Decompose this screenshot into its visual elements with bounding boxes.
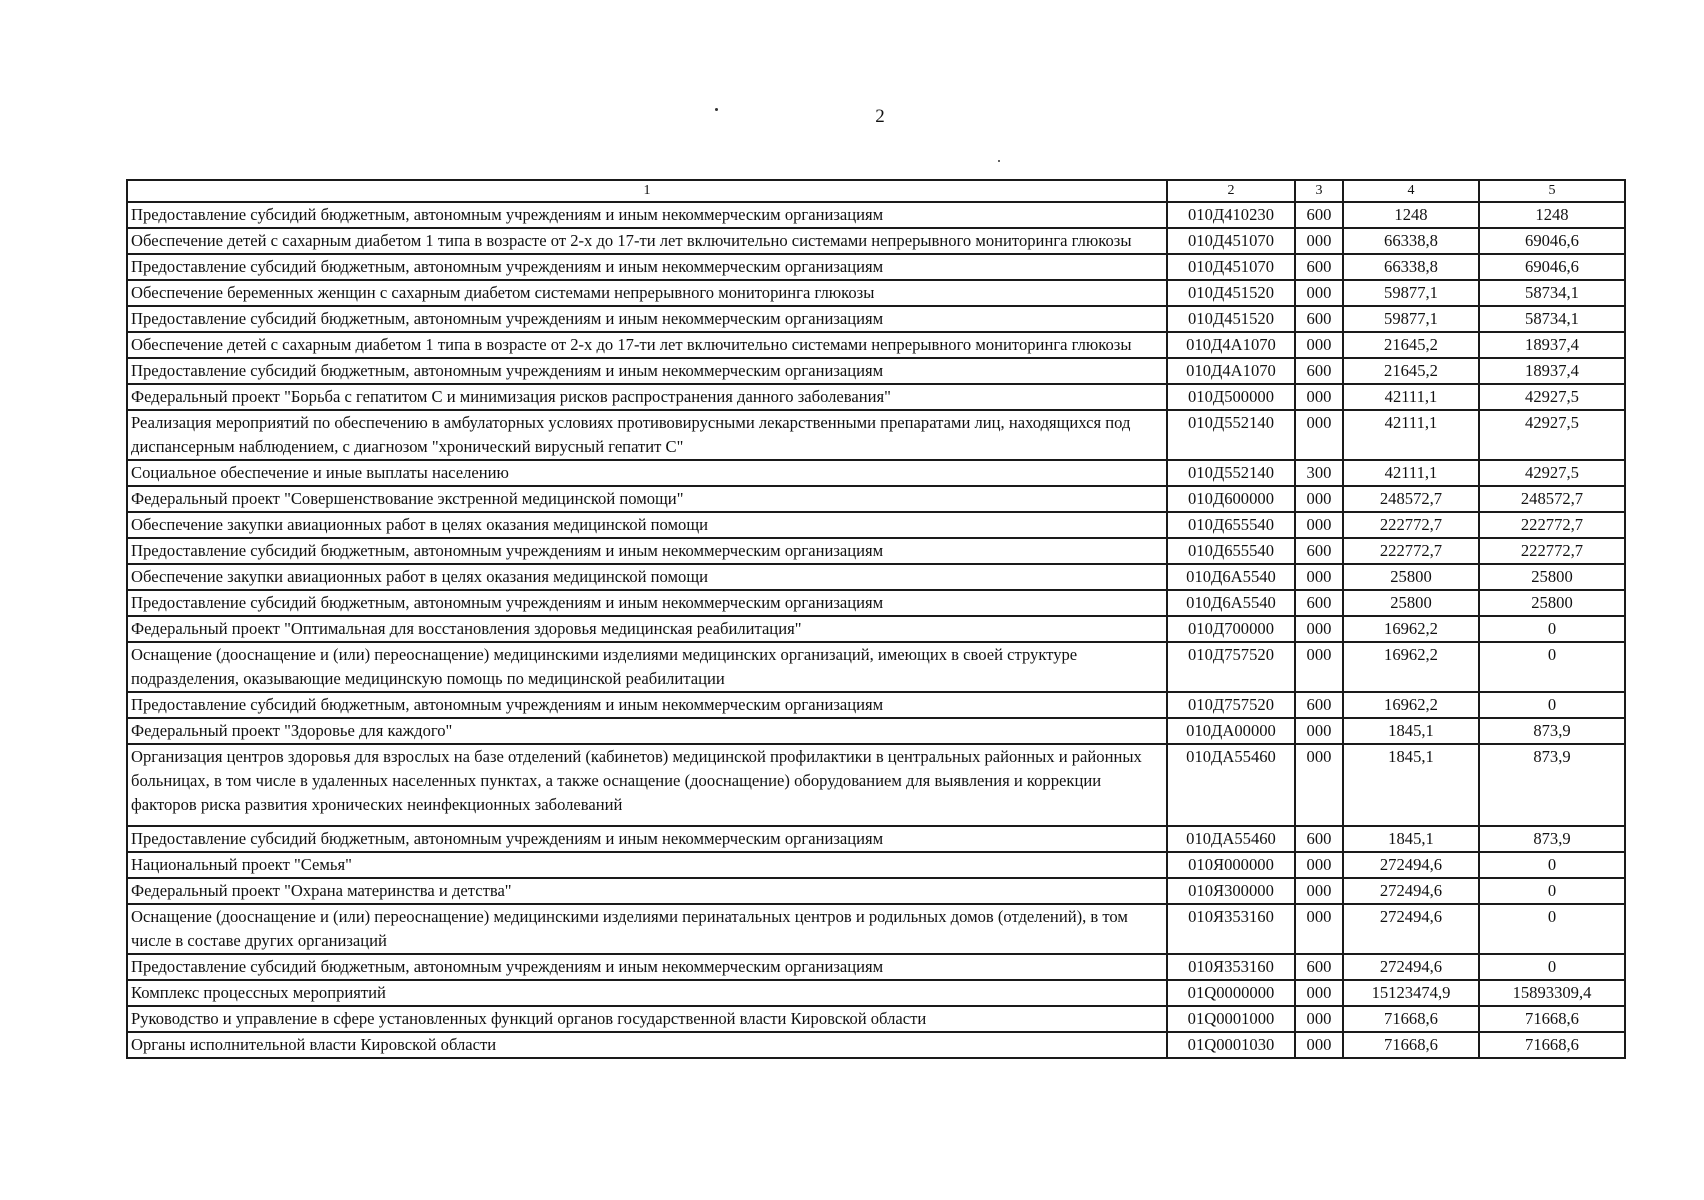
table-row (127, 460, 1625, 486)
row-amount-column-5: 25800 (1479, 564, 1625, 590)
row-description: Федеральный проект "Охрана материнства и детства" (127, 878, 1167, 904)
column-number-5: 5 (1479, 180, 1625, 202)
table-row (127, 512, 1625, 538)
row-description: Предоставление субсидий бюджетным, автономным учреждениям и иным некоммерческим организациям (127, 202, 1167, 228)
row-description: Предоставление субсидий бюджетным, автономным учреждениям и иным некоммерческим организациям (127, 590, 1167, 616)
row-description: Предоставление субсидий бюджетным, автономным учреждениям и иным некоммерческим организациям (127, 954, 1167, 980)
row-amount-column-4: 71668,6 (1343, 1032, 1479, 1058)
row-amount-column-5: 248572,7 (1479, 486, 1625, 512)
row-amount-column-5: 222772,7 (1479, 538, 1625, 564)
row-amount-column-5: 69046,6 (1479, 254, 1625, 280)
row-amount-column-5: 222772,7 (1479, 512, 1625, 538)
row-amount-column-4: 16962,2 (1343, 642, 1479, 692)
row-classification-code: 010ДА00000 (1167, 718, 1295, 744)
row-description: Социальное обеспечение и иные выплаты населению (127, 460, 1167, 486)
table-row (127, 202, 1625, 228)
table-row (127, 954, 1625, 980)
row-amount-column-5: 42927,5 (1479, 384, 1625, 410)
row-expense-type: 000 (1295, 384, 1343, 410)
row-classification-code: 010Д6А5540 (1167, 564, 1295, 590)
row-amount-column-4: 272494,6 (1343, 852, 1479, 878)
table-row (127, 692, 1625, 718)
column-number-4: 4 (1343, 180, 1479, 202)
row-amount-column-5: 0 (1479, 642, 1625, 692)
row-amount-column-4: 66338,8 (1343, 254, 1479, 280)
row-amount-column-5: 58734,1 (1479, 306, 1625, 332)
row-description: Федеральный проект "Совершенствование экстренной медицинской помощи" (127, 486, 1167, 512)
row-amount-column-4: 1845,1 (1343, 744, 1479, 826)
row-amount-column-5: 0 (1479, 954, 1625, 980)
row-expense-type: 300 (1295, 460, 1343, 486)
table-row (127, 1032, 1625, 1058)
row-amount-column-4: 1248 (1343, 202, 1479, 228)
row-classification-code: 010Д757520 (1167, 642, 1295, 692)
row-amount-column-4: 15123474,9 (1343, 980, 1479, 1006)
row-expense-type: 600 (1295, 306, 1343, 332)
row-expense-type: 000 (1295, 878, 1343, 904)
row-classification-code: 010Д552140 (1167, 460, 1295, 486)
row-amount-column-4: 272494,6 (1343, 954, 1479, 980)
row-expense-type: 000 (1295, 512, 1343, 538)
row-description: Предоставление субсидий бюджетным, автономным учреждениям и иным некоммерческим организациям (127, 826, 1167, 852)
row-expense-type: 000 (1295, 410, 1343, 460)
table-row (127, 410, 1625, 460)
row-expense-type: 000 (1295, 980, 1343, 1006)
row-amount-column-4: 1845,1 (1343, 826, 1479, 852)
row-expense-type: 600 (1295, 202, 1343, 228)
table-row (127, 486, 1625, 512)
row-classification-code: 01Q0001000 (1167, 1006, 1295, 1032)
row-classification-code: 010Д4А1070 (1167, 358, 1295, 384)
row-expense-type: 000 (1295, 852, 1343, 878)
row-amount-column-4: 272494,6 (1343, 904, 1479, 954)
row-classification-code: 010Д451070 (1167, 228, 1295, 254)
row-amount-column-5: 0 (1479, 616, 1625, 642)
row-amount-column-5: 71668,6 (1479, 1032, 1625, 1058)
row-description: Предоставление субсидий бюджетным, автономным учреждениям и иным некоммерческим организациям (127, 254, 1167, 280)
row-expense-type: 000 (1295, 904, 1343, 954)
row-description: Предоставление субсидий бюджетным, автономным учреждениям и иным некоммерческим организациям (127, 306, 1167, 332)
row-classification-code: 010Д451520 (1167, 306, 1295, 332)
row-amount-column-4: 248572,7 (1343, 486, 1479, 512)
row-amount-column-4: 16962,2 (1343, 692, 1479, 718)
row-description: Обеспечение закупки авиационных работ в целях оказания медицинской помощи (127, 564, 1167, 590)
row-amount-column-5: 69046,6 (1479, 228, 1625, 254)
row-amount-column-5: 873,9 (1479, 744, 1625, 826)
row-description: Федеральный проект "Здоровье для каждого" (127, 718, 1167, 744)
row-expense-type: 000 (1295, 564, 1343, 590)
table-row (127, 718, 1625, 744)
row-amount-column-5: 71668,6 (1479, 1006, 1625, 1032)
table-row (127, 538, 1625, 564)
row-amount-column-4: 59877,1 (1343, 306, 1479, 332)
row-amount-column-4: 25800 (1343, 590, 1479, 616)
row-amount-column-4: 42111,1 (1343, 384, 1479, 410)
row-amount-column-5: 58734,1 (1479, 280, 1625, 306)
table-row (127, 564, 1625, 590)
row-amount-column-4: 222772,7 (1343, 512, 1479, 538)
row-amount-column-4: 42111,1 (1343, 460, 1479, 486)
row-description: Органы исполнительной власти Кировской области (127, 1032, 1167, 1058)
row-amount-column-5: 1248 (1479, 202, 1625, 228)
row-expense-type: 600 (1295, 538, 1343, 564)
row-amount-column-5: 0 (1479, 692, 1625, 718)
row-description: Национальный проект "Семья" (127, 852, 1167, 878)
row-classification-code: 010Д451520 (1167, 280, 1295, 306)
row-description: Организация центров здоровья для взрослых на базе отделений (кабинетов) медицинской профилактики в центральных районных и районных больницах, в том числе в удаленных населенных пунктах, а также оснащение (дооснащение) оборудованием для выявления и коррекции факторов риска развития хронических неинфекционных заболеваний (127, 744, 1167, 826)
row-amount-column-4: 42111,1 (1343, 410, 1479, 460)
row-amount-column-4: 71668,6 (1343, 1006, 1479, 1032)
table-header-row (127, 180, 1625, 202)
row-expense-type: 600 (1295, 954, 1343, 980)
row-expense-type: 000 (1295, 616, 1343, 642)
column-number-3: 3 (1295, 180, 1343, 202)
row-amount-column-4: 66338,8 (1343, 228, 1479, 254)
row-description: Оснащение (дооснащение и (или) переоснащение) медицинскими изделиями медицинских организаций, имеющих в своей структуре подразделения, оказывающие медицинскую помощь по медицинской реабилитации (127, 642, 1167, 692)
row-amount-column-5: 0 (1479, 852, 1625, 878)
scan-speck (998, 160, 1000, 162)
row-expense-type: 000 (1295, 718, 1343, 744)
column-number-1: 1 (127, 180, 1167, 202)
row-classification-code: 010Д600000 (1167, 486, 1295, 512)
table-row (127, 642, 1625, 692)
row-amount-column-5: 42927,5 (1479, 460, 1625, 486)
page-number: 2 (875, 106, 885, 127)
row-amount-column-5: 25800 (1479, 590, 1625, 616)
row-description: Обеспечение закупки авиационных работ в целях оказания медицинской помощи (127, 512, 1167, 538)
row-expense-type: 000 (1295, 280, 1343, 306)
table-row (127, 332, 1625, 358)
row-description: Предоставление субсидий бюджетным, автономным учреждениям и иным некоммерческим организациям (127, 692, 1167, 718)
row-amount-column-5: 0 (1479, 904, 1625, 954)
row-expense-type: 600 (1295, 590, 1343, 616)
row-description: Обеспечение детей с сахарным диабетом 1 типа в возрасте от 2-х до 17-ти лет включительно системами непрерывного мониторинга глюкозы (127, 332, 1167, 358)
budget-table-body (127, 180, 1625, 1058)
row-classification-code: 010Д757520 (1167, 692, 1295, 718)
table-row (127, 358, 1625, 384)
row-description: Федеральный проект "Оптимальная для восстановления здоровья медицинская реабилитация" (127, 616, 1167, 642)
row-classification-code: 010Д655540 (1167, 538, 1295, 564)
row-classification-code: 010Я000000 (1167, 852, 1295, 878)
row-classification-code: 010Д451070 (1167, 254, 1295, 280)
row-amount-column-5: 18937,4 (1479, 332, 1625, 358)
row-expense-type: 000 (1295, 1032, 1343, 1058)
row-description: Оснащение (дооснащение и (или) переоснащение) медицинскими изделиями перинатальных центров и родильных домов (отделений), в том числе в составе других организаций (127, 904, 1167, 954)
row-classification-code: 010Д552140 (1167, 410, 1295, 460)
row-expense-type: 000 (1295, 642, 1343, 692)
table-row (127, 1006, 1625, 1032)
row-expense-type: 600 (1295, 254, 1343, 280)
row-classification-code: 010Я353160 (1167, 904, 1295, 954)
row-classification-code: 010Д700000 (1167, 616, 1295, 642)
row-description: Руководство и управление в сфере установленных функций органов государственной власти Кировской области (127, 1006, 1167, 1032)
table-row (127, 254, 1625, 280)
row-description: Комплекс процессных мероприятий (127, 980, 1167, 1006)
row-amount-column-4: 21645,2 (1343, 358, 1479, 384)
row-classification-code: 010Д6А5540 (1167, 590, 1295, 616)
row-expense-type: 000 (1295, 1006, 1343, 1032)
row-amount-column-5: 18937,4 (1479, 358, 1625, 384)
row-amount-column-5: 0 (1479, 878, 1625, 904)
table-row (127, 904, 1625, 954)
row-amount-column-4: 59877,1 (1343, 280, 1479, 306)
row-amount-column-4: 25800 (1343, 564, 1479, 590)
row-classification-code: 010ДА55460 (1167, 744, 1295, 826)
table-row (127, 980, 1625, 1006)
row-classification-code: 010Я300000 (1167, 878, 1295, 904)
row-expense-type: 000 (1295, 486, 1343, 512)
row-description: Предоставление субсидий бюджетным, автономным учреждениям и иным некоммерческим организациям (127, 358, 1167, 384)
row-classification-code: 010Д500000 (1167, 384, 1295, 410)
row-classification-code: 01Q0000000 (1167, 980, 1295, 1006)
row-amount-column-4: 16962,2 (1343, 616, 1479, 642)
row-expense-type: 000 (1295, 228, 1343, 254)
row-amount-column-4: 1845,1 (1343, 718, 1479, 744)
table-row (127, 878, 1625, 904)
table-row (127, 306, 1625, 332)
scan-speck (715, 108, 718, 111)
row-expense-type: 000 (1295, 332, 1343, 358)
row-amount-column-4: 222772,7 (1343, 538, 1479, 564)
table-row (127, 852, 1625, 878)
row-amount-column-5: 873,9 (1479, 718, 1625, 744)
row-amount-column-4: 272494,6 (1343, 878, 1479, 904)
row-amount-column-5: 15893309,4 (1479, 980, 1625, 1006)
row-amount-column-5: 42927,5 (1479, 410, 1625, 460)
row-description: Обеспечение детей с сахарным диабетом 1 типа в возрасте от 2-х до 17-ти лет включительно системами непрерывного мониторинга глюкозы (127, 228, 1167, 254)
row-classification-code: 010Д655540 (1167, 512, 1295, 538)
table-row (127, 590, 1625, 616)
table-row (127, 616, 1625, 642)
row-description: Предоставление субсидий бюджетным, автономным учреждениям и иным некоммерческим организациям (127, 538, 1167, 564)
row-classification-code: 010Д4А1070 (1167, 332, 1295, 358)
table-row (127, 280, 1625, 306)
budget-table (126, 179, 1626, 1059)
table-row (127, 384, 1625, 410)
row-description: Федеральный проект "Борьба с гепатитом С и минимизация рисков распространения данного заболевания" (127, 384, 1167, 410)
table-row (127, 228, 1625, 254)
table-row (127, 826, 1625, 852)
table-row (127, 744, 1625, 826)
row-expense-type: 600 (1295, 692, 1343, 718)
column-number-2: 2 (1167, 180, 1295, 202)
row-classification-code: 010ДА55460 (1167, 826, 1295, 852)
row-expense-type: 600 (1295, 358, 1343, 384)
row-amount-column-5: 873,9 (1479, 826, 1625, 852)
row-amount-column-4: 21645,2 (1343, 332, 1479, 358)
row-expense-type: 000 (1295, 744, 1343, 826)
row-classification-code: 010Я353160 (1167, 954, 1295, 980)
row-description: Обеспечение беременных женщин с сахарным диабетом системами непрерывного мониторинга глюкозы (127, 280, 1167, 306)
row-classification-code: 01Q0001030 (1167, 1032, 1295, 1058)
row-classification-code: 010Д410230 (1167, 202, 1295, 228)
row-expense-type: 600 (1295, 826, 1343, 852)
row-description: Реализация мероприятий по обеспечению в амбулаторных условиях противовирусными лекарственными препаратами лиц, находящихся под диспансерным наблюдением, с диагнозом "хронический вирусный гепатит С" (127, 410, 1167, 460)
